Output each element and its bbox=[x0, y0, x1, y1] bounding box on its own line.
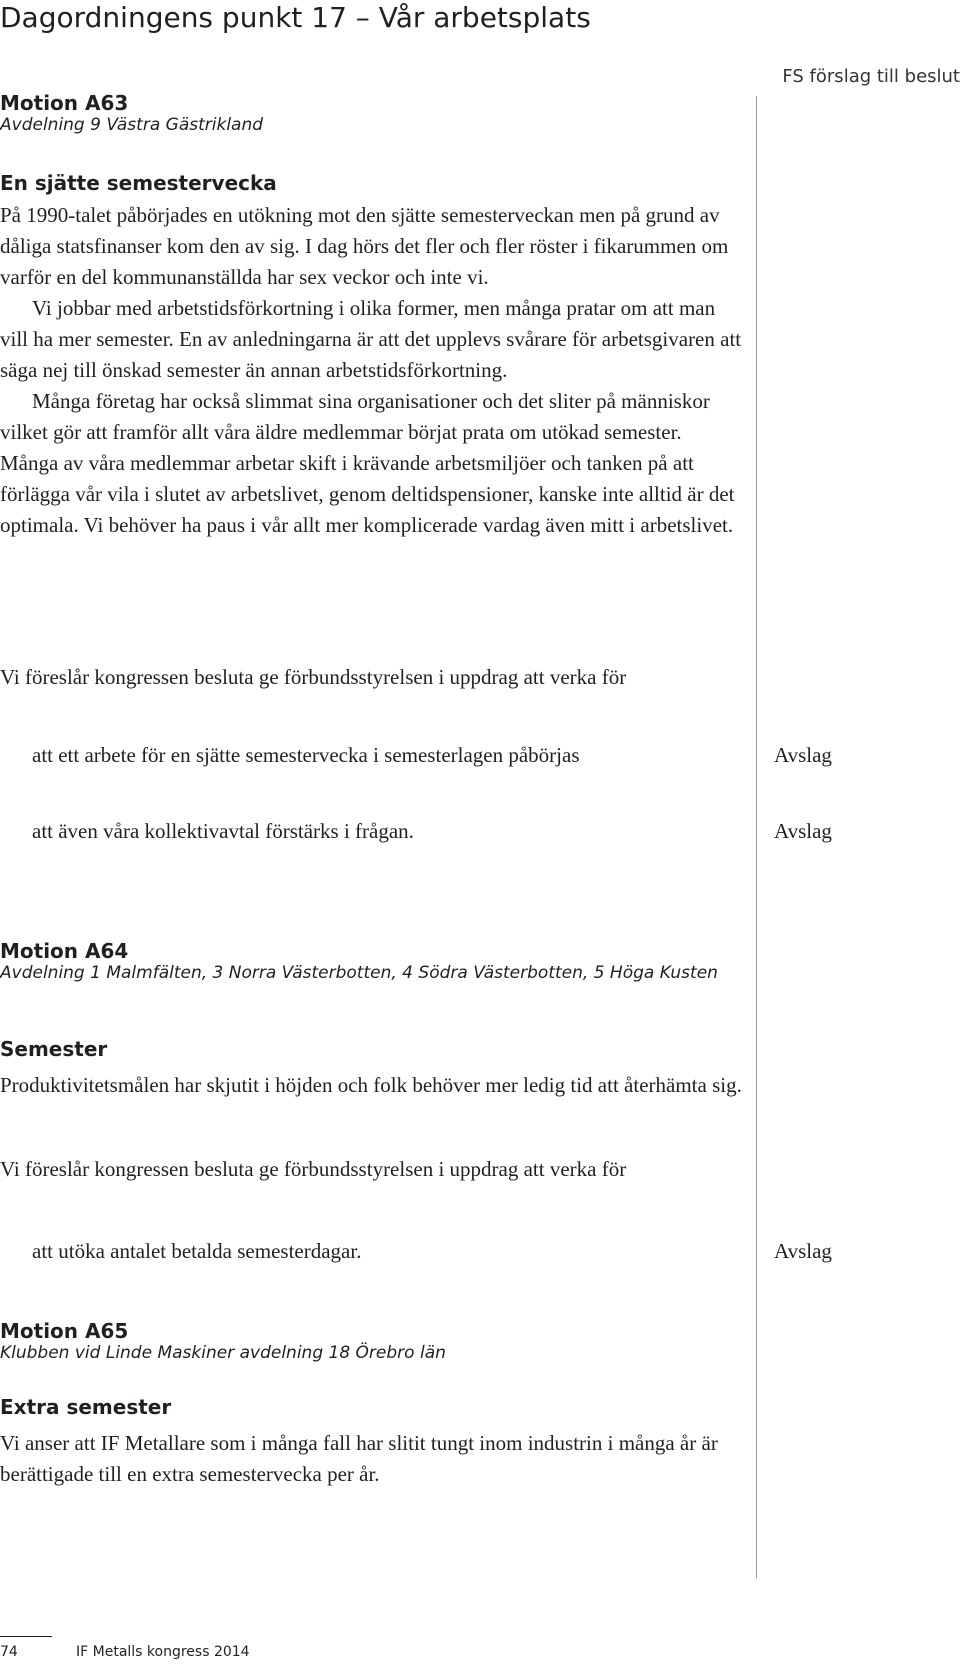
fs-decision: Avslag bbox=[774, 1239, 832, 1263]
motion-a65-subtitle: Klubben vid Linde Maskiner avdelning 18 Örebro län bbox=[0, 1343, 446, 1363]
motion-a64-subtitle: Avdelning 1 Malmfälten, 3 Norra Västerbotten, 4 Södra Västerbotten, 5 Höga Kusten bbox=[0, 963, 718, 983]
motion-a63-title: Motion A63 bbox=[0, 91, 129, 115]
footer-rule bbox=[0, 1636, 52, 1637]
motion-a63-paragraph-2: Vi jobbar med arbetstidsförkortning i olika former, men många pratar om att man vill ha mer semester. En av anledningarna är att det upplevs svårare för arbetsgivaren att säga nej till önskad semester än annan arbetstidsförkortning. bbox=[0, 296, 742, 382]
att-text: att utöka antalet betalda semesterdagar. bbox=[32, 1239, 362, 1263]
motion-a65-paragraph-1: Vi anser att IF Metallare som i många fall har slitit tungt inom industrin i många år är berättigade till en extra semestervecka per år. bbox=[0, 1431, 718, 1486]
motion-a63-subtitle: Avdelning 9 Västra Gästrikland bbox=[0, 115, 264, 135]
motion-a65-title: Motion A65 bbox=[0, 1319, 129, 1343]
motion-a64-paragraph-1: Produktivitetsmålen har skjutit i höjden och folk behöver mer ledig tid att återhämta sig. bbox=[0, 1073, 742, 1097]
att-text: att ett arbete för en sjätte semestervecka i semesterlagen påbörjas bbox=[32, 743, 580, 767]
fs-column-header: FS förslag till beslut bbox=[782, 66, 960, 87]
motion-a63-paragraph-3: Många företag har också slimmat sina organisationer och det sliter på människor vilket gör att framför allt våra äldre medlemmar börjat prata om utökad semester. Många av våra medlemmar arbetar skift i krävande arbetsmiljöer och tanken på att förlägga vår vila i slutet av arbetslivet, genom deltidspensioner, kanske inte alltid är det optimala. Vi behöver ha paus i vår allt mer komplicerade vardag även mitt i arbetslivet. bbox=[0, 389, 735, 537]
motion-a64-heading: Semester bbox=[0, 1037, 108, 1061]
fs-decision: Avslag bbox=[774, 819, 832, 843]
footer-text: IF Metalls kongress 2014 bbox=[76, 1644, 250, 1660]
motion-a63-heading: En sjätte semestervecka bbox=[0, 171, 277, 195]
motion-a63-paragraph-1: På 1990-talet påbörjades en utökning mot den sjätte semesterveckan men på grund av dåliga statsfinanser kom den av sig. I dag hörs det fler och fler röster i fikarummen om varför en del kommunanställda har sex veckor och inte vi. bbox=[0, 203, 729, 289]
motion-a65-body bbox=[0, 1428, 742, 1490]
page-title: Dagordningens punkt 17 – Vår arbetsplats bbox=[0, 1, 591, 34]
motion-a64-body bbox=[0, 1070, 742, 1101]
att-text: att även våra kollektivavtal förstärks i frågan. bbox=[32, 819, 414, 843]
motion-a65-heading: Extra semester bbox=[0, 1395, 172, 1419]
motion-a63-body bbox=[0, 200, 742, 541]
motion-a64-proposal: Vi föreslår kongressen besluta ge förbundsstyrelsen i uppdrag att verka för bbox=[0, 1157, 627, 1181]
motion-a63-proposal: Vi föreslår kongressen besluta ge förbundsstyrelsen i uppdrag att verka för bbox=[0, 665, 627, 689]
fs-decision: Avslag bbox=[774, 743, 832, 767]
motion-a64-title: Motion A64 bbox=[0, 939, 129, 963]
footer-page-number: 74 bbox=[0, 1644, 18, 1660]
column-divider bbox=[756, 96, 757, 1578]
